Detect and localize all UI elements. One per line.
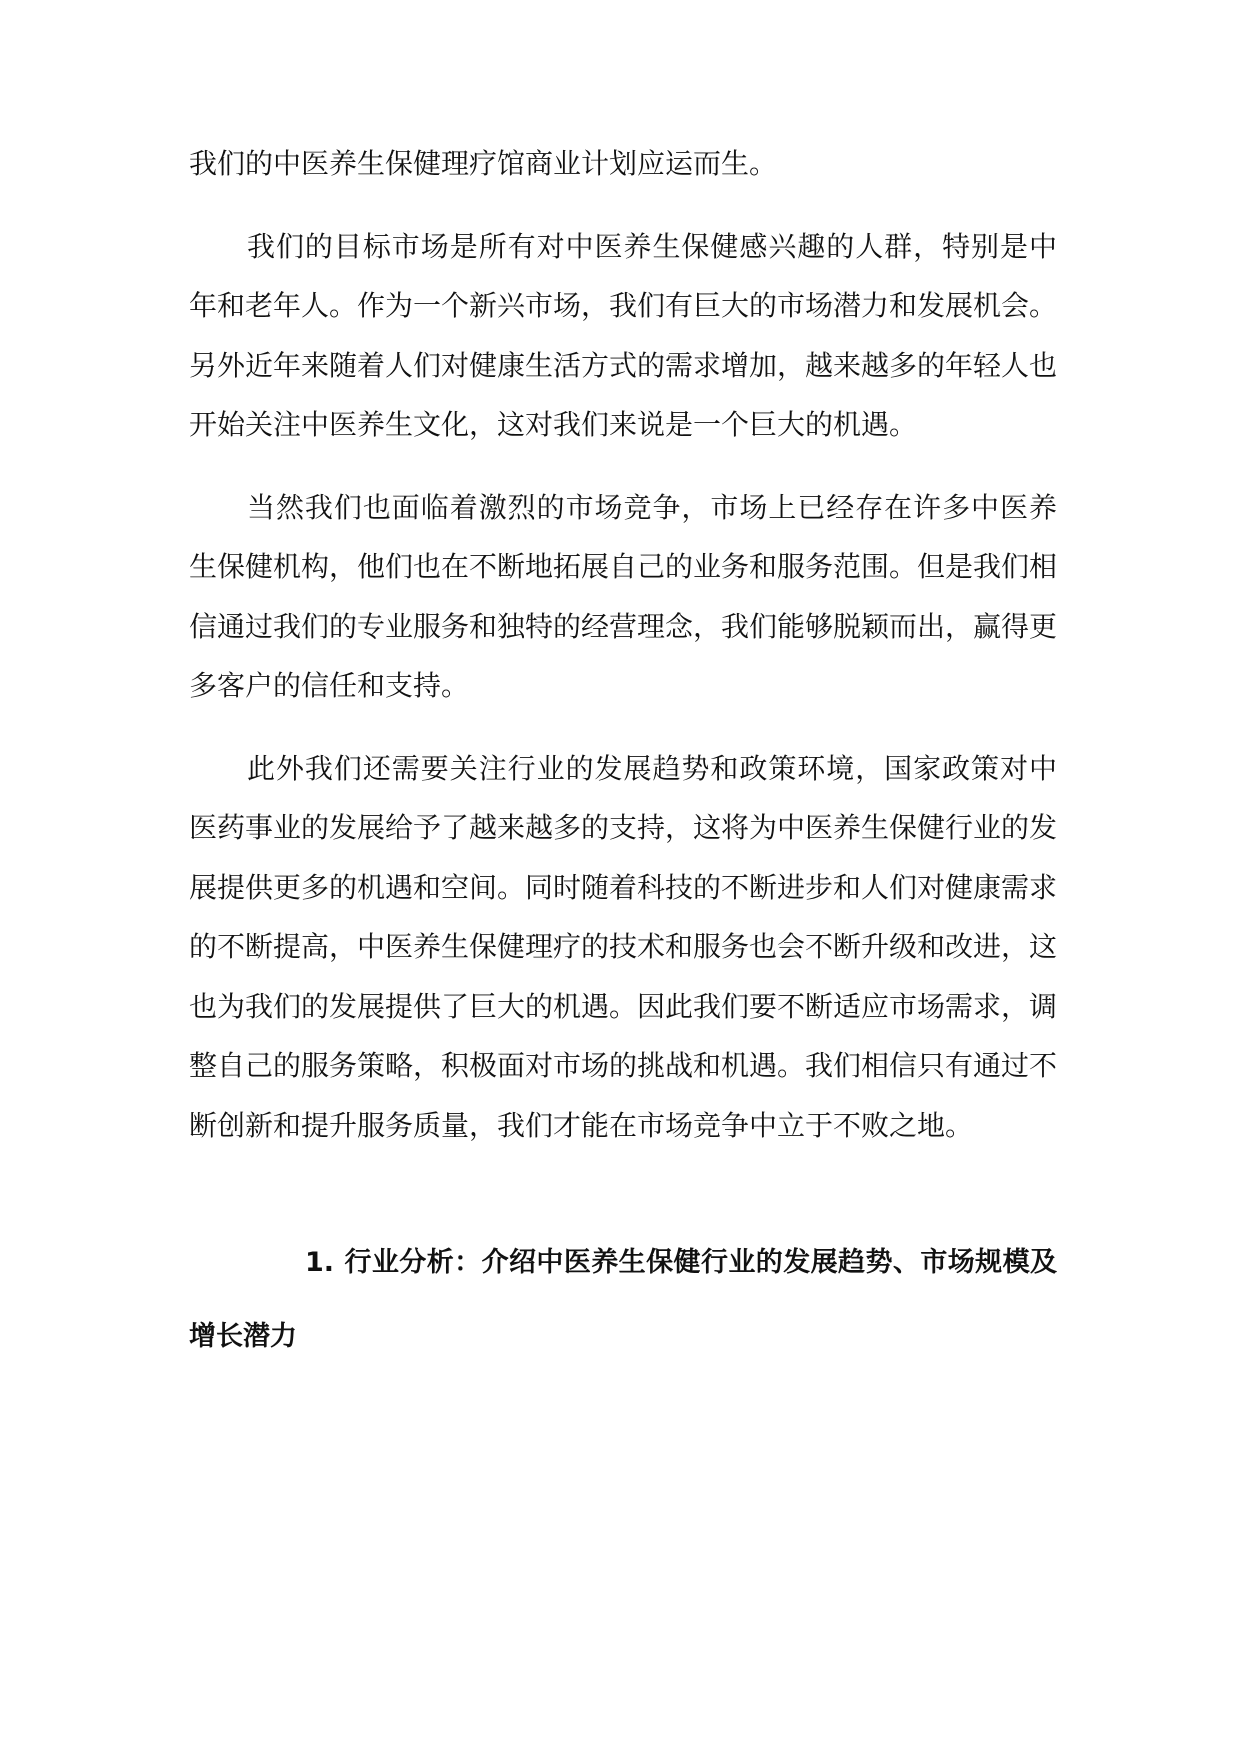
section-heading-text: 行业分析：介绍中医养生保健行业的发展趋势、市场规模及增长潜力 [189, 1247, 1057, 1352]
document-body [189, 134, 1057, 1374]
paragraph-industry-trends: 此外我们还需要关注行业的发展趋势和政策环境，国家政策对中医药事业的发展给予了越来越多的支持，这将为中医养生保健行业的发展提供更多的机遇和空间。同时随着科技的不断进步和人们对健康需求的不断提高，中医养生保健理疗的技术和服务也会不断升级和改进，这也为我们的发展提供了巨大的机遇。因此我们要不断适应市场需求，调整自己的服务策略，积极面对市场的挑战和机遇。我们相信只有通过不断创新和提升服务质量，我们才能在市场竞争中立于不败之地。 [189, 751, 1058, 1142]
paragraph-competition: 当然我们也面临着激烈的市场竞争，市场上已经存在许多中医养生保健机构，他们也在不断地拓展自己的业务和服务范围。但是我们相信通过我们的专业服务和独特的经营理念，我们能够脱颖而出，赢得更多客户的信任和支持。 [189, 490, 1058, 702]
section-heading [189, 1226, 1057, 1374]
paragraph-target-market: 我们的目标市场是所有对中医养生保健感兴趣的人群，特别是中年和老年人。作为一个新兴市场，我们有巨大的市场潜力和发展机会。另外近年来随着人们对健康生活方式的需求增加，越来越多的年轻人也开始关注中医养生文化，这对我们来说是一个巨大的机遇。 [189, 229, 1058, 441]
section-heading-number: 1. [305, 1247, 335, 1278]
paragraph-intro-continuation: 我们的中医养生保健理疗馆商业计划应运而生。 [189, 147, 778, 180]
